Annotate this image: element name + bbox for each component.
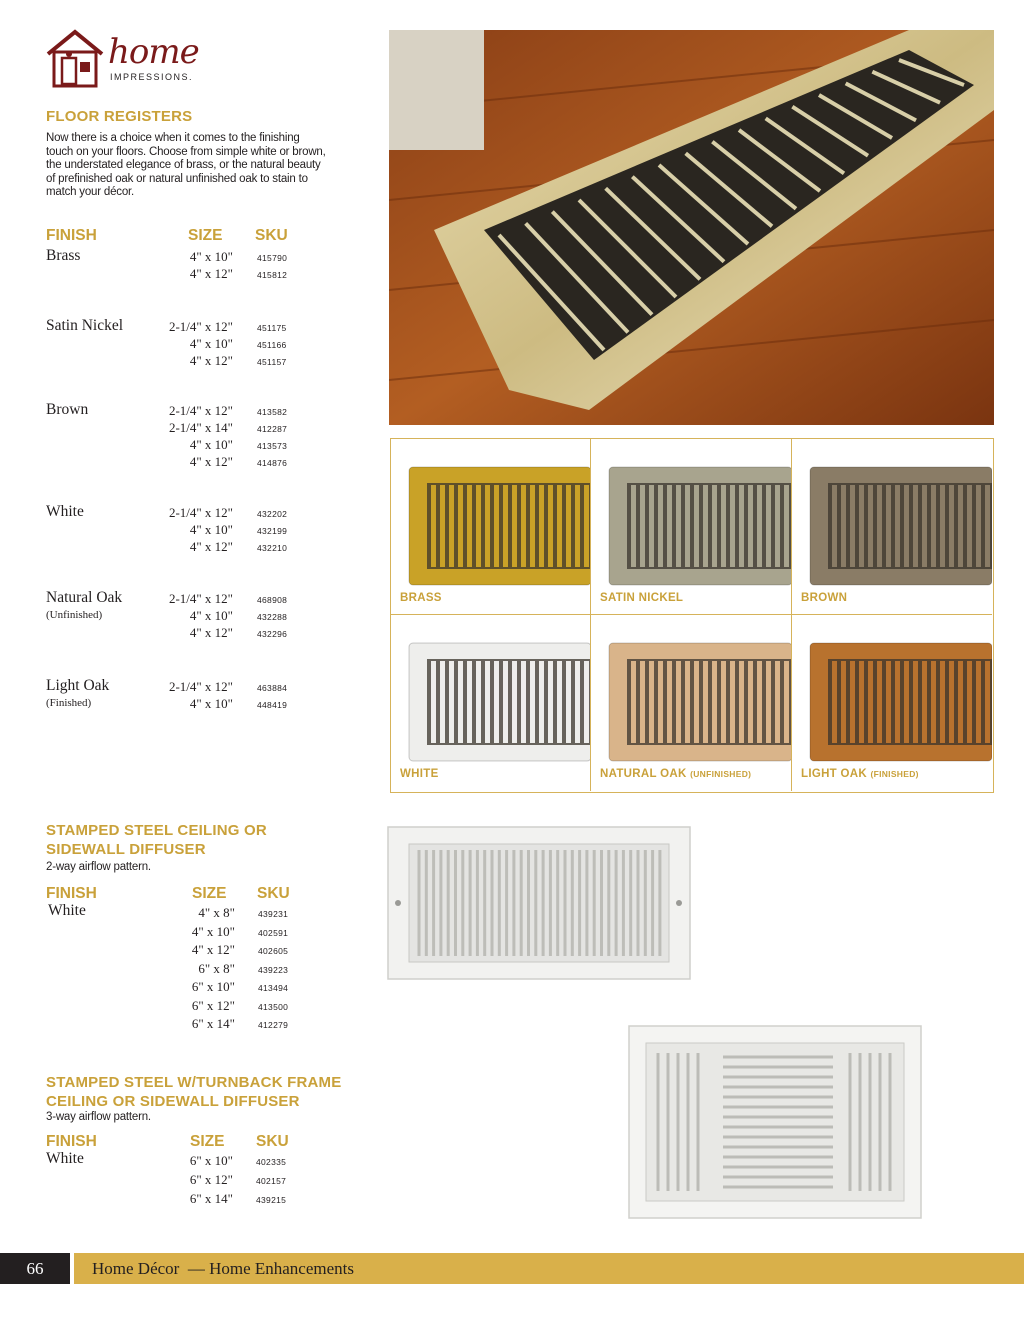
finish-name: Light Oak [46,677,110,694]
sku-cell: 402157 [256,1176,287,1186]
page-number: 66 [0,1253,70,1284]
swatch-name: SATIN NICKEL [600,592,684,604]
three-way-diffuser-desc: 3-way airflow pattern. [46,1111,151,1123]
footer-section-bar [74,1253,1024,1284]
finish-name: Satin Nickel [46,317,124,334]
size-cell: 4" x 10" [189,437,233,452]
register-swatch-image [391,439,591,589]
sku-cell: 439215 [256,1195,287,1205]
swatch-label [600,768,751,780]
size-column-header: SIZE [190,1133,225,1150]
title-line: CEILING OR SIDEWALL DIFFUSER [46,1093,300,1110]
size-cell: 4" x 12" [189,454,233,469]
register-swatch-image [591,615,792,765]
sku-cell: 451166 [257,340,287,350]
sku-cell: 402605 [258,946,289,956]
sku-cell: 413582 [257,407,288,417]
size-cell: 2-1/4" x 12" [168,403,233,418]
finish-name: White [46,1150,84,1167]
brand-logo [44,28,204,90]
size-cell: 6" x 14" [189,1191,233,1206]
size-cell: 4" x 10" [189,608,233,623]
sku-cell: 402591 [258,927,289,938]
swatch-label [600,592,683,604]
finish-swatch-grid [390,438,994,793]
finish-column-header: FINISH [46,227,97,244]
size-column-header: SIZE [188,227,223,244]
finish-column-header: FINISH [46,1133,97,1150]
sku-cell: 413494 [258,983,289,993]
intro-line: touch on your floors. Choose from simple white or brown, [46,145,326,158]
finish-note: (Finished) [46,697,92,709]
swatch-name: NATURAL OAK [600,768,687,780]
three-way-diffuser-title [46,1073,341,1111]
sku-cell: 432210 [257,543,288,553]
size-cell: 4" x 12" [191,942,235,957]
intro-line: Now there is a choice when it comes to the finishing [46,132,300,144]
swatch-name: BRASS [400,592,442,604]
swatch-label [801,768,919,780]
sku-cell: 448419 [257,700,288,710]
sku-column-header: SKU [256,1133,289,1150]
register-swatch-image [792,439,992,589]
swatch-label [801,592,847,604]
finish-name: White [46,503,84,520]
size-cell: 4" x 12" [189,539,233,554]
sku-cell: 432199 [257,526,288,536]
size-cell: 2-1/4" x 12" [168,679,233,694]
footer-section: Home Décor [92,1259,180,1278]
size-cell: 2-1/4" x 12" [168,319,233,334]
sku-cell: 432296 [257,629,288,639]
sku-cell: 432288 [257,612,288,622]
size-cell: 4" x 10" [189,522,233,537]
finish-note: (Unfinished) [46,609,103,621]
finish-swatch [792,615,992,791]
swatch-note: (FINISHED) [870,769,919,779]
size-cell: 4" x 12" [189,266,233,281]
two-way-diffuser-photo [387,826,691,980]
sku-column-header: SKU [255,227,288,244]
title-line: STAMPED STEEL CEILING OR [46,822,267,839]
size-cell: 6" x 10" [189,1153,233,1168]
sku-cell: 468908 [257,595,288,605]
footer-subsection: — Home Enhancements [187,1259,355,1278]
size-cell: 6" x 12" [191,997,235,1013]
intro-line: match your décor. [46,186,135,199]
sku-column-header: SKU [257,885,290,902]
swatch-label [400,768,439,780]
finish-swatch [391,615,591,791]
intro-line: the understated elegance of brass, or the natural beauty [46,159,321,172]
size-cell: 4" x 12" [189,625,233,640]
floor-register-photo [389,30,994,425]
sku-cell: 451157 [257,357,287,367]
swatch-name: BROWN [801,592,848,604]
sku-cell: 439231 [258,909,289,919]
register-swatch-image [391,615,591,765]
logo-subtitle: IMPRESSIONS. [110,72,194,82]
floor-registers-intro [46,132,376,200]
size-cell: 6" x 12" [189,1172,233,1187]
two-way-diffuser-title [46,821,267,859]
finish-name: Brown [46,401,89,418]
finish-swatch [591,615,792,791]
size-column-header: SIZE [192,885,227,902]
floor-registers-title: FLOOR REGISTERS [46,108,193,125]
sku-cell: 439223 [258,964,289,975]
swatch-note: (UNFINISHED) [690,769,752,779]
logo-wordmark: home [108,32,199,72]
title-line: STAMPED STEEL W/TURNBACK FRAME [46,1074,342,1091]
size-cell: 6" x 10" [191,979,235,994]
swatch-name: WHITE [400,768,439,780]
two-way-diffuser-desc: 2-way airflow pattern. [46,861,151,873]
size-cell: 6" x 8" [198,960,235,976]
sku-cell: 463884 [257,683,288,693]
finish-swatch [591,439,792,615]
finish-swatch [792,439,992,615]
sku-cell: 413573 [257,441,288,451]
finish-name: Natural Oak [46,589,123,606]
size-cell: 4" x 12" [189,353,233,368]
sku-cell: 415812 [257,270,288,280]
register-swatch-image [792,615,992,765]
size-cell: 4" x 10" [191,923,235,939]
sku-cell: 413500 [258,1001,289,1012]
size-cell: 2-1/4" x 12" [168,505,233,520]
swatch-name: LIGHT OAK [801,768,867,780]
sku-cell: 412279 [258,1020,289,1030]
register-swatch-image [591,439,792,589]
finish-name: Brass [46,247,81,264]
finish-swatch [391,439,591,615]
sku-cell: 451175 [257,323,287,333]
sku-cell: 432202 [257,509,288,519]
sku-cell: 415790 [257,253,288,263]
three-way-diffuser-photo [628,1025,922,1219]
title-line: SIDEWALL DIFFUSER [46,841,206,858]
sku-cell: 414876 [257,458,288,468]
size-cell: 2-1/4" x 12" [168,591,233,606]
size-cell: 4" x 10" [189,249,233,264]
house-logo-icon [44,28,106,88]
size-cell: 4" x 10" [189,336,233,351]
size-cell: 4" x 8" [198,905,235,920]
sku-cell: 402335 [256,1157,287,1167]
sku-cell: 412287 [257,424,288,434]
finish-name: White [48,902,86,919]
size-cell: 4" x 10" [189,696,233,711]
intro-line: of prefinished oak or natural unfinished oak to stain to [46,172,308,185]
size-cell: 2-1/4" x 14" [168,420,233,435]
size-cell: 6" x 14" [191,1016,235,1031]
swatch-label [400,592,442,604]
finish-column-header: FINISH [46,885,97,902]
